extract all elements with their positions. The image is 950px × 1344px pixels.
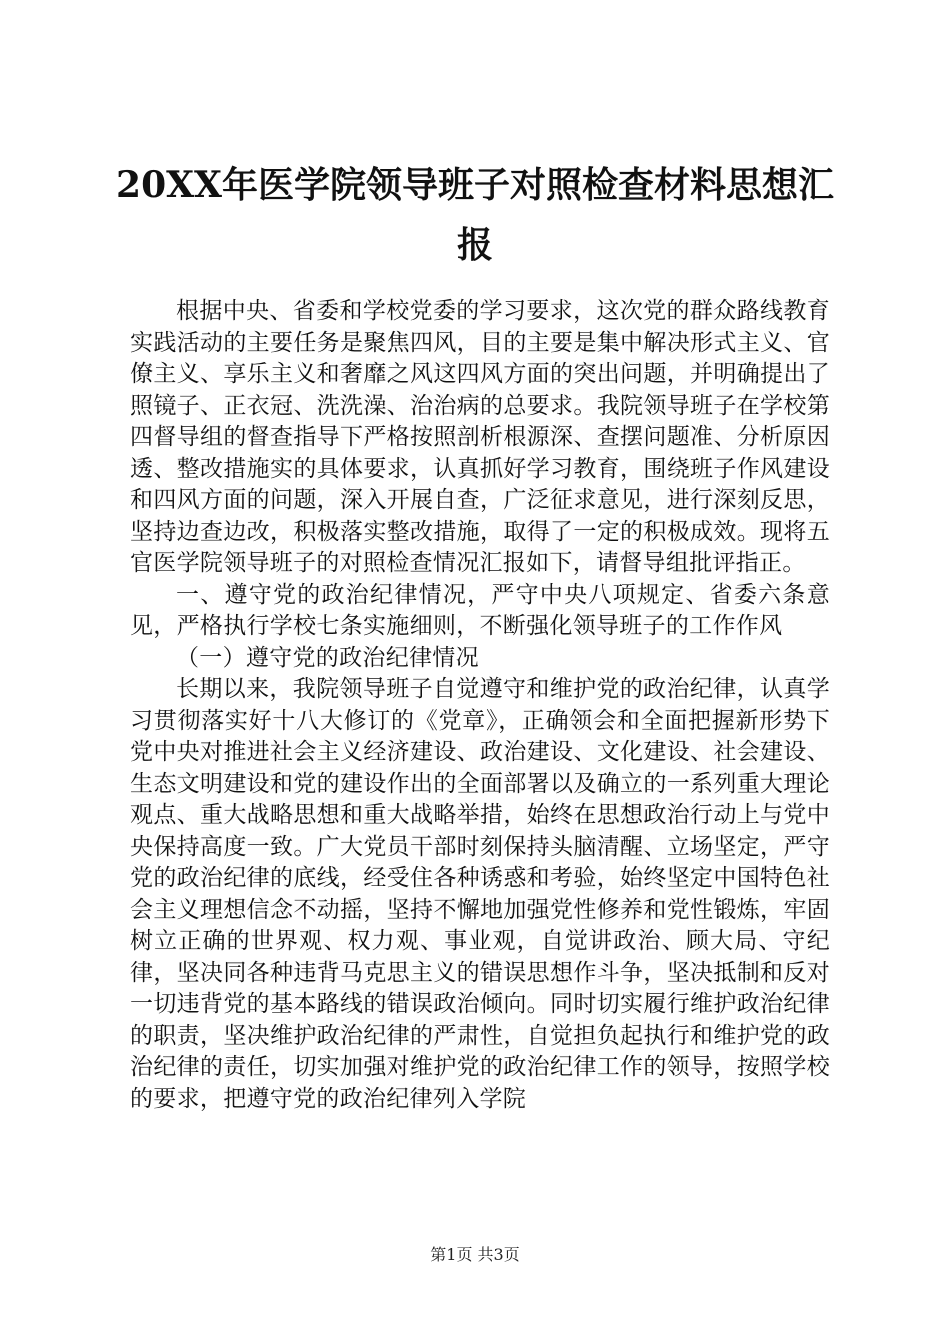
title-line-2: 报 [456, 224, 493, 266]
paragraph-political-discipline: 长期以来，我院领导班子自觉遵守和维护党的政治纪律，认真学习贯彻落实好十八大修订的《党章》，正确领会和全面把握新形势下党中央对推进社会主义经济建设、政治建设、文化建设、社会建设、生态文明建设和党的建设作出的全面部署以及确立的一系列重大理论观点、重大战略思想和重大战略举措，始终在思想政治行动上与党中央保持高度一致。广大党员干部时刻保持头脑清醒、立场坚定，严守党的政治纪律的底线，经受住各种诱惑和考验，始终坚定中国特色社会主义理想信念不动摇，坚持不懈地加强党性修养和党性锻炼，牢固树立正确的世界观、权力观、事业观，自觉讲政治、顾大局、守纪律，坚决同各种违背马克思主义的错误思想作斗争，坚决抵制和反对一切违背党的基本路线的错误政治倾向。同时切实履行维护政治纪律的职责，坚决维护政治纪律的严肃性，自觉担负起执行和维护党的政治纪律的责任，切实加强对维护党的政治纪律工作的领导，按照学校的要求，把遵守党的政治纪律列入学院 [130, 676, 830, 1112]
document-title [110, 155, 840, 275]
page-footer: 第1页 共3页 [430, 1245, 520, 1264]
section-heading-1: 一、遵守党的政治纪律情况，严守中央八项规定、省委六条意见，严格执行学校七条实施细则，不断强化领导班子的工作作风 [130, 581, 830, 639]
paragraph-intro: 根据中央、省委和学校党委的学习要求，这次党的群众路线教育实践活动的主要任务是聚焦四风，目的主要是集中解决形式主义、官僚主义、享乐主义和奢靡之风这四风方面的突出问题，并明确提出了照镜子、正衣冠、洗洗澡、治治病的总要求。我院领导班子在学校第四督导组的督查指导下严格按照剖析根源深、查摆问题准、分析原因透、整改措施实的具体要求，认真抓好学习教育，围绕班子作风建设和四风方面的问题，深入开展自查，广泛征求意见，进行深刻反思，坚持边查边改，积极落实整改措施，取得了一定的积极成效。现将五官医学院领导班子的对照检查情况汇报如下，请督导组批评指正。 [130, 298, 830, 576]
title-line-1: 20XX年医学院领导班子对照检查材料思想汇 [116, 164, 834, 206]
document-body [130, 296, 830, 1115]
subsection-heading-1: （一）遵守党的政治纪律情况 [176, 644, 479, 671]
